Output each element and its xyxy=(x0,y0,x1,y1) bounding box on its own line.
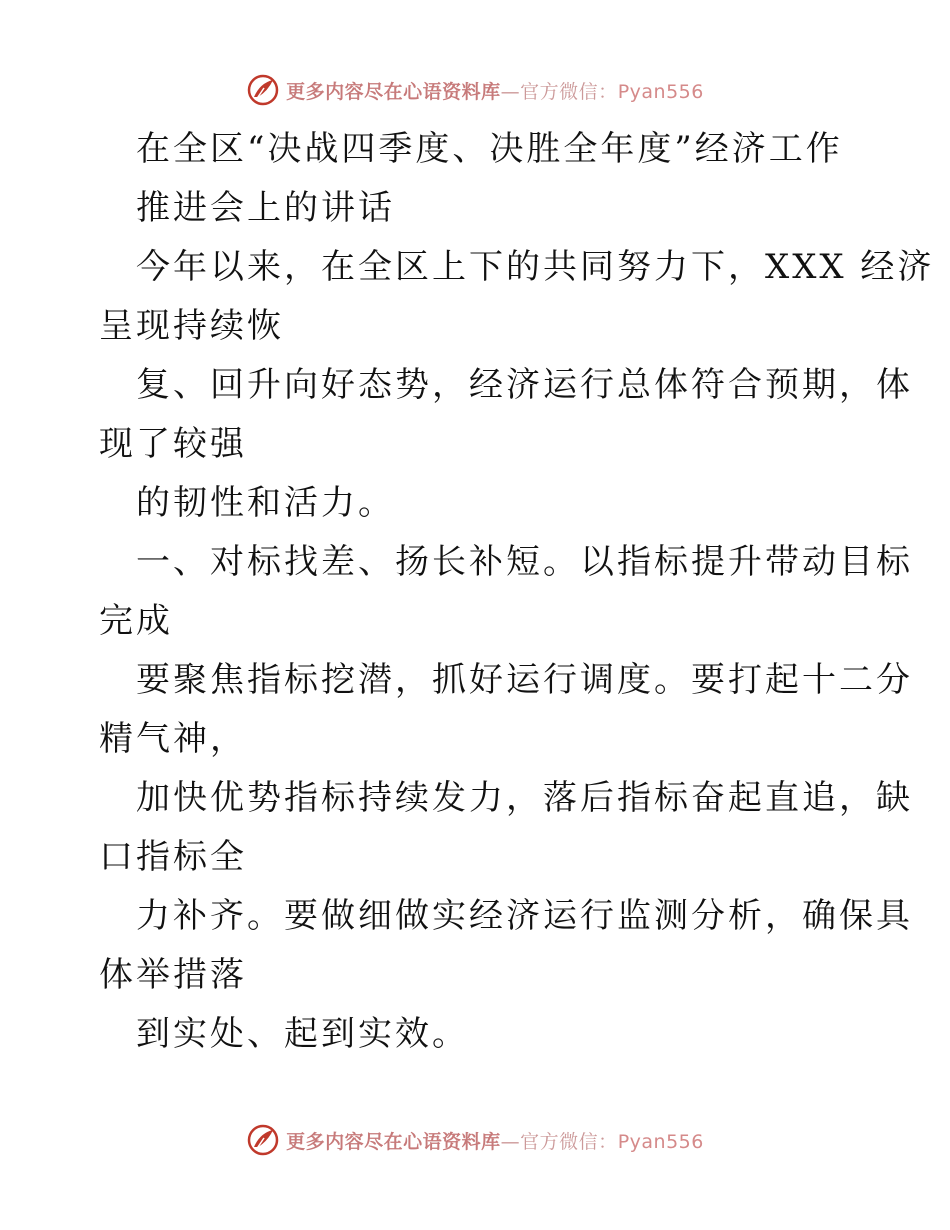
document-line: 力补齐。要做细做实经济运行监测分析，确保具 xyxy=(136,896,913,936)
header-brand xyxy=(286,77,704,104)
document-line: 一、对标找差、扬长补短。以指标提升带动目标 xyxy=(136,542,913,582)
footer-banner xyxy=(0,1120,950,1160)
document-line: 完成 xyxy=(99,601,173,641)
footer-wechat-label: 官方微信： xyxy=(520,1130,618,1153)
quill-pen-logo-icon xyxy=(246,73,280,107)
document-line: 复、回升向好态势，经济运行总体符合预期，体 xyxy=(136,365,913,405)
document-body xyxy=(99,120,935,1064)
footer-brand-text: 更多内容尽在心语资料库 xyxy=(286,1130,501,1153)
document-line: 加快优势指标持续发力，落后指标奋起直追，缺 xyxy=(136,778,913,818)
document-line: 要聚焦指标挖潜，抓好运行调度。要打起十二分 xyxy=(136,660,913,700)
footer-brand xyxy=(286,1127,704,1154)
document-line: 推进会上的讲话 xyxy=(136,188,395,228)
header-banner xyxy=(0,70,950,110)
document-line: 在全区“决战四季度、决胜全年度”经济工作 xyxy=(136,129,843,169)
document-line: 的韧性和活力。 xyxy=(136,483,395,523)
document-line: 精气神， xyxy=(99,719,247,759)
document-line: 口指标全 xyxy=(99,837,247,877)
header-dash: — xyxy=(500,80,521,103)
quill-pen-logo-icon xyxy=(246,1123,280,1157)
header-wechat-label: 官方微信： xyxy=(520,80,618,103)
footer-dash: — xyxy=(500,1130,521,1153)
document-line: 呈现持续恢 xyxy=(99,306,284,346)
header-brand-text: 更多内容尽在心语资料库 xyxy=(286,80,501,103)
footer-wechat-id: Pyan556 xyxy=(617,1130,704,1153)
document-line: 今年以来，在全区上下的共同努力下，XXX 经济 xyxy=(136,247,935,287)
header-wechat-id: Pyan556 xyxy=(617,80,704,103)
document-line: 体举措落 xyxy=(99,955,247,995)
document-line: 现了较强 xyxy=(99,424,247,464)
document-line: 到实处、起到实效。 xyxy=(136,1014,469,1054)
